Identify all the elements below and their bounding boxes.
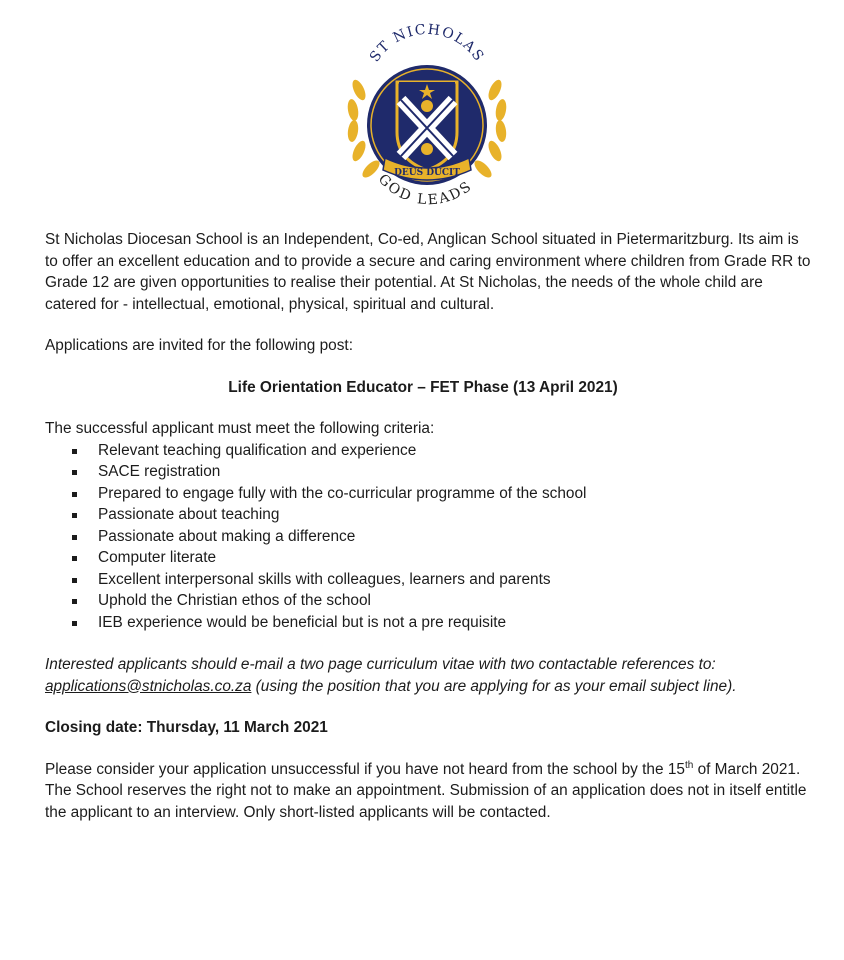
bullet-icon bbox=[72, 621, 77, 626]
notice-paragraph: Please consider your application unsuccessful if you have not heard from the school by the 15th of March 2021. The School reserves the right not to make an appointment. Submission of an application does not in itself entitle the applicant to an interview. Only short-listed applicants will be contacted. bbox=[45, 759, 807, 821]
list-item: Computer literate bbox=[45, 547, 815, 569]
list-item: Uphold the Christian ethos of the school bbox=[45, 590, 815, 612]
bullet-icon bbox=[72, 535, 77, 540]
motto-text: DEUS DUCIT bbox=[394, 168, 460, 178]
list-item: Relevant teaching qualification and experience bbox=[45, 440, 815, 462]
shield-icon bbox=[397, 82, 457, 170]
post-title: Life Orientation Educator – FET Phase (13 April 2021) bbox=[228, 378, 618, 396]
list-item: Excellent interpersonal skills with colleagues, learners and parents bbox=[45, 569, 815, 591]
bullet-icon bbox=[72, 578, 77, 583]
list-item: Passionate about teaching bbox=[45, 504, 815, 526]
invitation-text: Applications are invited for the following post: bbox=[45, 337, 353, 354]
crest-top-text: ST NICHOLAS bbox=[366, 21, 488, 66]
criteria-list bbox=[45, 440, 815, 634]
bullet-icon bbox=[72, 513, 77, 518]
ordinal-suffix: th bbox=[684, 759, 694, 771]
apply-text-line2: (using the position that you are applying for as your email subject line). bbox=[251, 677, 737, 695]
school-crest-logo bbox=[337, 20, 517, 214]
bullet-icon bbox=[72, 599, 77, 604]
email-link[interactable]: applications@stnicholas.co.za bbox=[45, 677, 252, 695]
bullet-icon bbox=[72, 556, 77, 561]
bullet-icon bbox=[72, 492, 77, 497]
list-item: SACE registration bbox=[45, 461, 815, 483]
apply-text-line1: Interested applicants should e-mail a two page curriculum vitae with two contactable references to: bbox=[45, 656, 716, 673]
list-item: Prepared to engage fully with the co-curricular programme of the school bbox=[45, 483, 815, 505]
intro-paragraph: St Nicholas Diocesan School is an Independent, Co-ed, Anglican School situated in Pietermaritzburg. Its aim is to offer an excellent education and to provide a secure and caring environment where children from Grade RR to Grade 12 are given opportunities to realise their potential. At St Nicholas, the needs of the whole child are catered for - intellectual, emotional, physical, spiritual and cultural. bbox=[45, 231, 811, 313]
list-item: Passionate about making a difference bbox=[45, 526, 815, 548]
bullet-icon bbox=[72, 470, 77, 475]
criteria-heading: The successful applicant must meet the following criteria: bbox=[45, 420, 435, 437]
application-instructions bbox=[45, 654, 815, 697]
crest-bottom-text: GOD LEADS bbox=[374, 171, 476, 209]
closing-date: Closing date: Thursday, 11 March 2021 bbox=[45, 719, 328, 736]
list-item: IEB experience would be beneficial but is not a pre requisite bbox=[45, 612, 815, 634]
bullet-icon bbox=[72, 449, 77, 454]
advert-body bbox=[45, 229, 815, 823]
